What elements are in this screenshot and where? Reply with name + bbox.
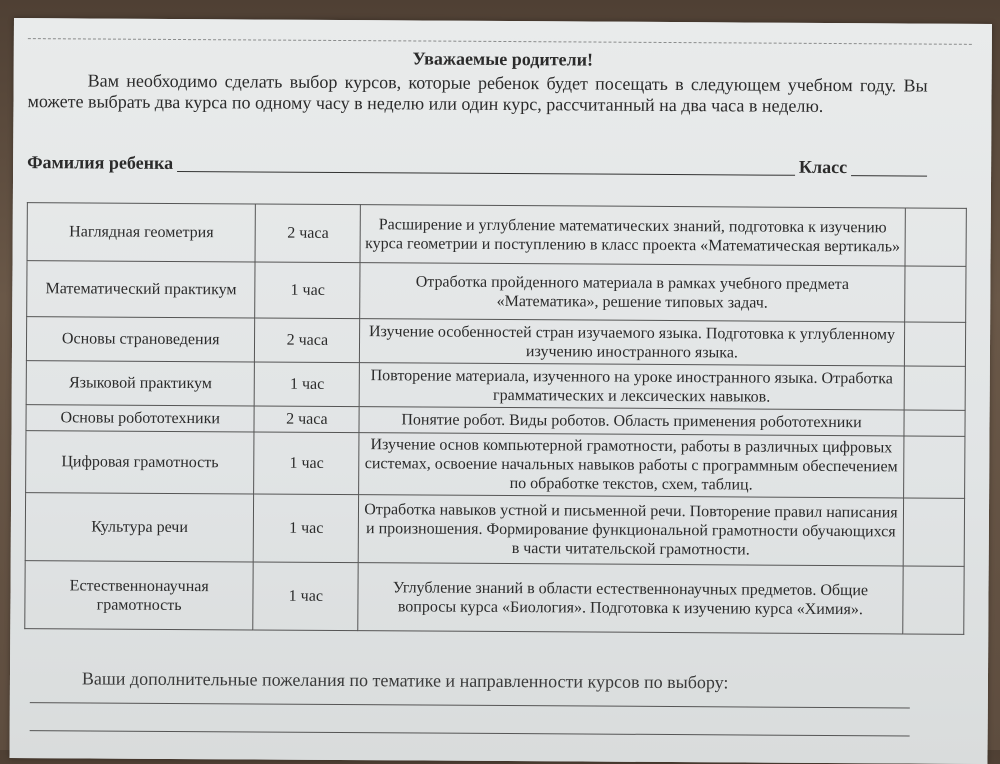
course-name: Естественнонаучная грамотность [25,561,254,630]
course-description: Изучение особенностей стран изучаемого языка. Подготовка к углубленному изучению иностранного языка. [360,319,905,366]
course-hours: 1 час [253,562,358,631]
course-choice-cell[interactable] [905,208,967,266]
child-name-row [27,152,927,178]
table-row [26,431,965,499]
form-sheet [9,18,992,764]
course-hours: 2 часа [254,406,359,433]
course-description: Отработка навыков устной и письменной речи. Повторение правил написания и произношения. Формирование функциональной грамотности обучающихся в части читательской грамотности. [358,495,903,566]
form-heading: Уважаемые родители! [412,48,594,70]
courses-table [24,202,967,635]
course-name: Языковой практикум [26,361,255,406]
course-choice-cell[interactable] [902,566,964,634]
table-row [25,561,964,635]
course-hours: 1 час [254,494,359,563]
table-row [27,203,966,267]
course-description: Отработка пройденного материала в рамках учебного предмета «Математика», решение типовых задач. [360,263,905,322]
course-description: Расширение и углубление математических знаний, подготовка к изучению курса геометрии и поступлению в класс проекта «Математическая вертикаль» [360,205,905,266]
course-name: Основы робототехники [26,405,255,432]
course-name: Цифровая грамотность [26,431,255,494]
course-hours: 2 часа [255,318,360,363]
class-label: Класс [798,156,848,178]
course-hours: 1 час [255,362,360,407]
course-choice-cell[interactable] [904,322,966,366]
course-description: Повторение материала, изученного на уроке иностранного языка. Отработка грамматических и лексических навыков. [359,363,904,410]
child-surname-field[interactable] [177,153,795,176]
course-choice-cell[interactable] [904,410,966,436]
course-hours: 2 часа [255,204,360,263]
course-hours: 1 час [254,432,359,495]
intro-paragraph: Вам необходимо сделать выбор курсов, которые ребенок будет посещать в следующем учебном году. Вы можете выбрать два курса по одному часу в неделю или один курс, рассчитанный на два часа в неделю. [27,70,928,116]
child-surname-label: Фамилия ребенка [27,152,174,173]
course-name: Основы страноведения [26,317,255,362]
class-field[interactable] [851,157,927,176]
cut-line [28,38,972,45]
table-row [26,361,965,411]
course-name: Наглядная геометрия [27,203,256,262]
wishes-line[interactable] [30,702,910,708]
course-name: Математический практикум [27,261,256,318]
table-row [26,317,965,367]
wishes-line[interactable] [30,730,910,736]
course-hours: 1 час [255,262,360,319]
course-choice-cell[interactable] [904,266,966,322]
course-choice-cell[interactable] [903,436,965,498]
course-choice-cell[interactable] [904,366,966,410]
course-name: Культура речи [25,493,254,562]
course-description: Изучение основ компьютерной грамотности, работы в различных цифровых системах, освоение начальных навыков работы с программным обеспечением по обработке текстов, схем, таблиц. [359,433,904,498]
course-description: Понятие робот. Виды роботов. Область применения робототехники [359,407,904,436]
table-row [25,493,964,567]
course-choice-cell[interactable] [903,498,965,566]
table-row [27,261,966,323]
wishes-label: Ваши дополнительные пожелания по тематике и направленности курсов по выбору: [81,668,729,693]
course-description: Углубление знаний в области естественнонаучных предметов. Общие вопросы курса «Биология». Подготовка к изучению курса «Химия». [358,563,903,634]
